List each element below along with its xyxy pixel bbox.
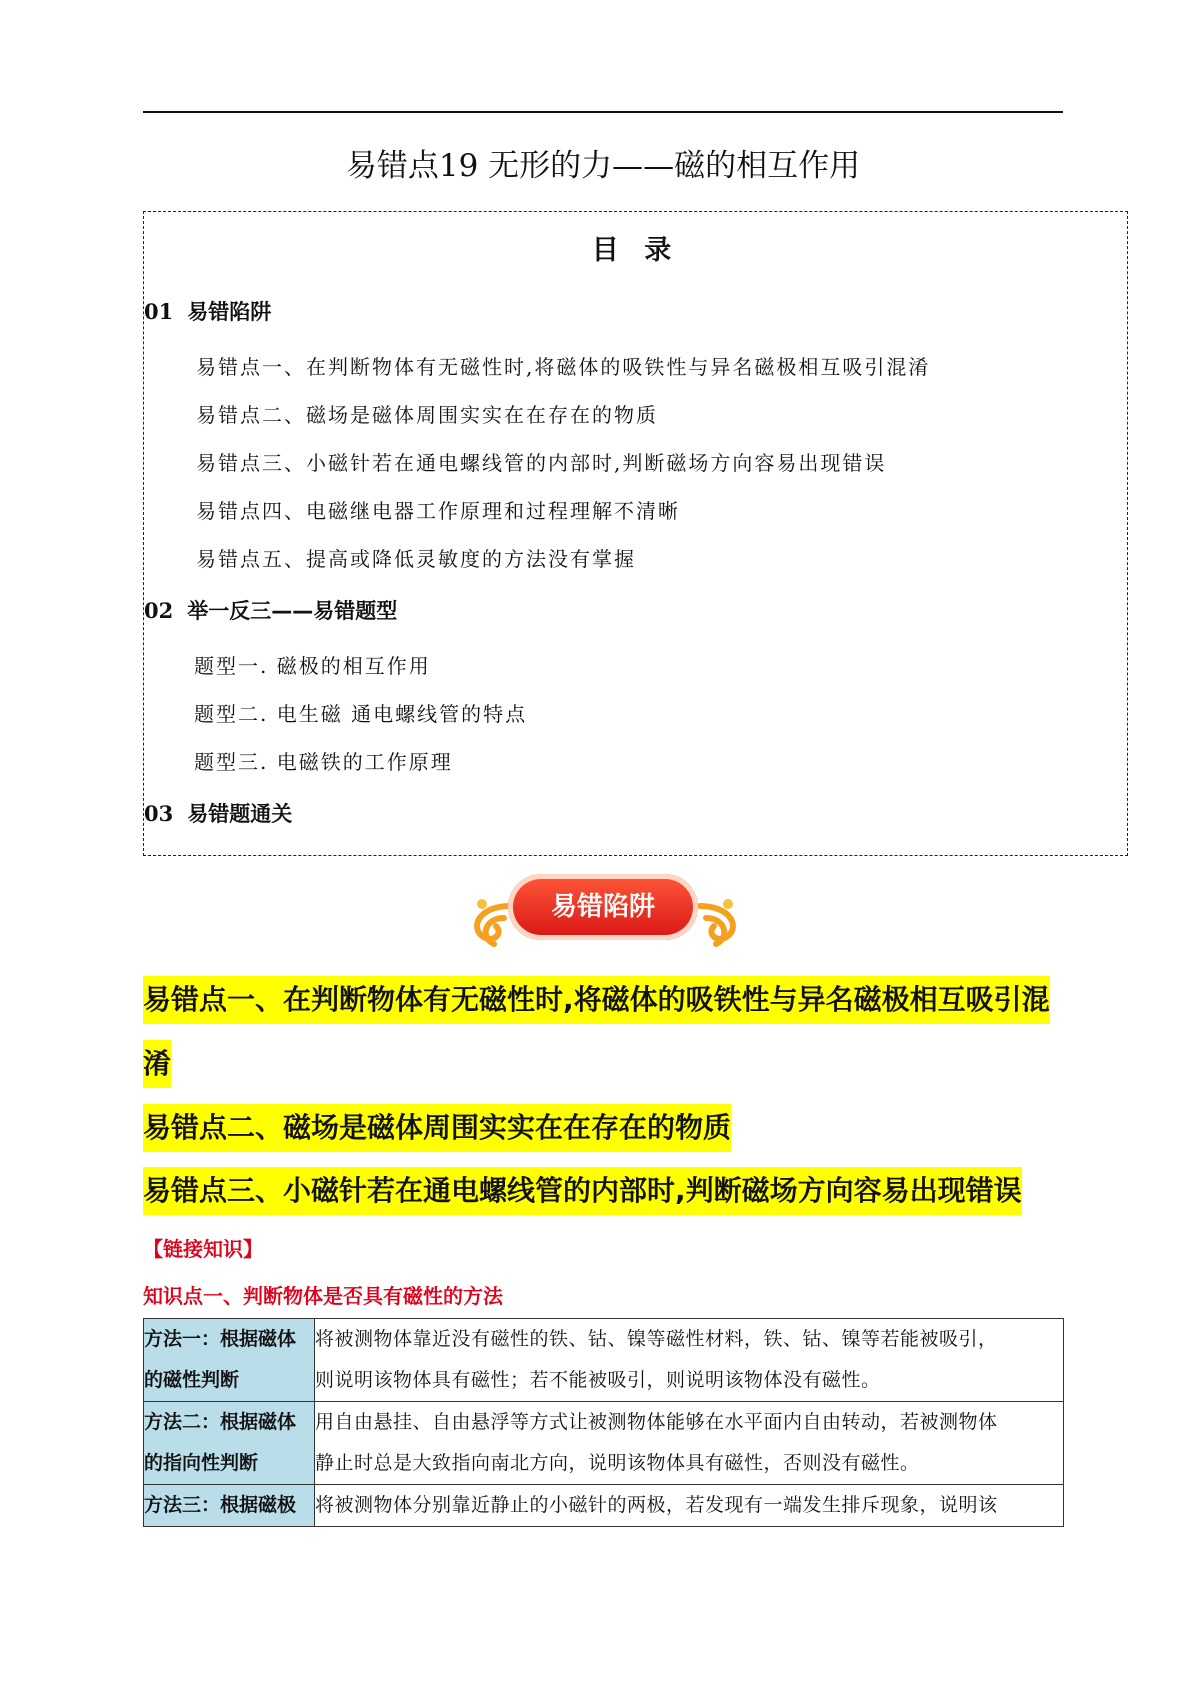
toc-section-label: 易错陷阱 [187, 300, 272, 324]
highlight-heading: 易错点三、小磁针若在通电螺线管的内部时,判断磁场方向容易出现错误 [143, 1167, 1022, 1215]
header-rule [143, 111, 1063, 113]
method-name-cell [144, 1485, 315, 1527]
method-name-cell [144, 1319, 315, 1402]
highlight-heading: 易错点二、磁场是磁体周围实实在在存在的物质 [143, 1104, 731, 1152]
toc-item[interactable]: 易错点四、电磁继电器工作原理和过程理解不清晰 [196, 499, 680, 523]
toc-item[interactable]: 题型三. 电磁铁的工作原理 [194, 750, 453, 774]
method-desc-cell [315, 1485, 1064, 1527]
methods-table [143, 1318, 1064, 1527]
toc-heading: 目 录 [591, 235, 680, 266]
toc-section-number: 02 [144, 598, 174, 623]
method-name-line: 方法一：根据磁体 [144, 1328, 297, 1350]
method-name-line: 的磁性判断 [144, 1369, 240, 1391]
method-desc-line: 将被测物体分别靠近静止的小磁针的两极，若发现有一端发生排斥现象，说明该 [315, 1494, 998, 1516]
method-desc-line: 用自由悬挂、自由悬浮等方式让被测物体能够在水平面内自由转动，若被测物体 [315, 1411, 998, 1433]
section-banner [460, 866, 750, 956]
toc-item[interactable]: 易错点一、在判断物体有无磁性时,将磁体的吸铁性与异名磁极相互吸引混淆 [196, 355, 931, 379]
toc-section-number: 03 [144, 801, 174, 826]
table-row [144, 1402, 1064, 1485]
method-name-line: 方法二：根据磁体 [144, 1411, 297, 1433]
toc-section-label: 易错题通关 [187, 802, 293, 826]
method-desc-cell [315, 1402, 1064, 1485]
toc-item[interactable]: 易错点五、提高或降低灵敏度的方法没有掌握 [196, 547, 636, 571]
method-desc-line: 则说明该物体具有磁性；若不能被吸引，则说明该物体没有磁性。 [315, 1369, 881, 1391]
banner-label: 易错陷阱 [508, 874, 698, 940]
method-desc-cell [315, 1319, 1064, 1402]
toc-section-02[interactable] [144, 595, 397, 625]
toc-item[interactable]: 题型二. 电生磁 通电螺线管的特点 [194, 702, 528, 726]
table-row [144, 1485, 1064, 1527]
method-name-line: 的指向性判断 [144, 1452, 259, 1474]
toc-section-label: 举一反三——易错题型 [187, 599, 398, 623]
toc-item[interactable]: 题型一. 磁极的相互作用 [194, 654, 431, 678]
toc-item[interactable]: 易错点二、磁场是磁体周围实实在在存在的物质 [196, 403, 658, 427]
knowledge-point-title: 知识点一、判断物体是否具有磁性的方法 [143, 1284, 503, 1308]
table-row [144, 1319, 1064, 1402]
toc-item[interactable]: 易错点三、小磁针若在通电螺线管的内部时,判断磁场方向容易出现错误 [196, 451, 887, 475]
method-desc-line: 将被测物体靠近没有磁性的铁、钴、镍等磁性材料，铁、钴、镍等若能被吸引， [315, 1328, 998, 1350]
document-title: 易错点19 无形的力——磁的相互作用 [345, 148, 861, 184]
toc-section-01[interactable] [144, 296, 271, 326]
highlight-heading: 易错点一、在判断物体有无磁性时,将磁体的吸铁性与异名磁极相互吸引混 [143, 976, 1050, 1024]
toc-section-number: 01 [144, 299, 174, 324]
method-desc-line: 静止时总是大致指向南北方向，说明该物体具有磁性，否则没有磁性。 [315, 1452, 920, 1474]
link-knowledge-label: 【链接知识】 [143, 1237, 263, 1261]
table-of-contents [143, 211, 1128, 856]
method-name-cell [144, 1402, 315, 1485]
highlight-heading: 淆 [143, 1040, 171, 1088]
method-name-line: 方法三：根据磁极 [144, 1494, 297, 1516]
toc-section-03[interactable] [144, 798, 292, 828]
